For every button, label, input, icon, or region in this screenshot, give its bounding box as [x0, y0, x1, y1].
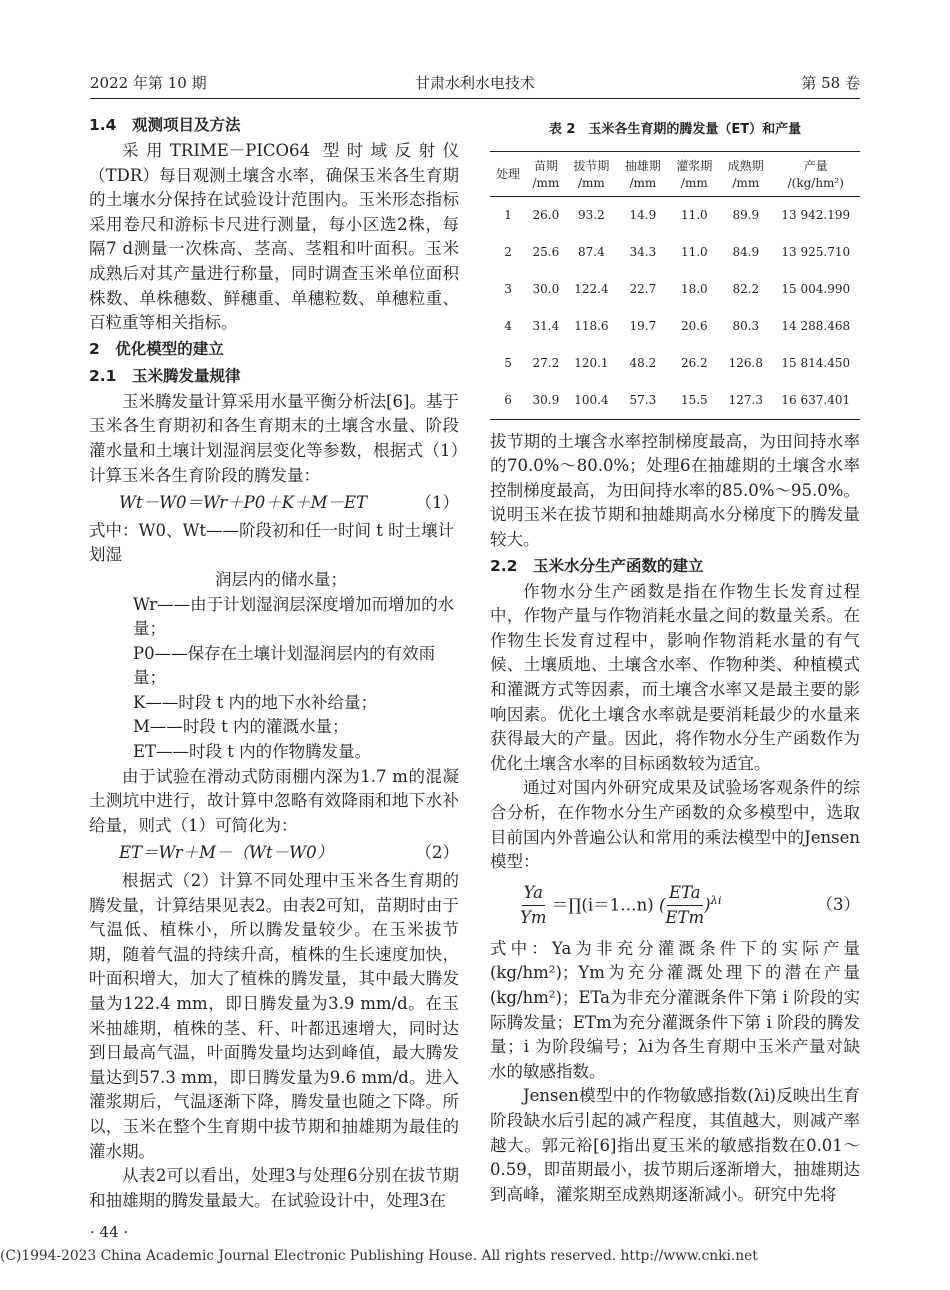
table-cell: 127.3	[720, 382, 771, 420]
table-row	[490, 234, 860, 271]
ratio-et: $\frac{\text{ETa}}{\text{ETm}}$	[665, 882, 705, 928]
table-cell: 87.4	[578, 244, 605, 259]
definition: K——时段 t 内的地下水补给量；	[133, 692, 377, 712]
section-2-2-title: 2.2 玉米水分生产函数的建立	[490, 556, 704, 575]
table-cell: 20.6	[680, 318, 708, 333]
table-cell: 25.6	[532, 244, 560, 259]
table-cell: 120.1	[574, 355, 609, 370]
table-header: 成熟期 /mm	[720, 151, 771, 196]
table-cell: 3	[504, 281, 512, 296]
table-cell: 13 942.199	[781, 207, 851, 222]
definition: 式中：Ya为非充分灌溉条件下的实际产量(kg/hm²)；Ym为充分灌溉处理下的潜在产量(kg/hm²)；ETa为非充分灌溉条件下第 i 阶段的实际腾发量；ETm为充分灌溉条件下第 i 阶段的腾发量；i 为阶段编号；λi为各生育期中玉米产量对缺水的敏感指数。	[490, 938, 860, 1081]
paragraph: 根据式（2）计算不同处理中玉米各生育期的腾发量，计算结果见表2。由表2可知，苗期时由于气温低、植株小，所以腾发量较少。在玉米拔节期，随着气温的持续升高，植株的生长速度加快，叶面积增大，加大了植株的腾发量，其中最大腾发量为122.4 mm，即日腾发量为3.9 mm/d。在玉米抽雄期，植株的茎、秆、叶都迅速增大，同时达到日最高气温，叶面腾发量均达到峰值，最大腾发量达到57.3 mm，即日腾发量为9.6 mm/d。进入灌浆期后，气温逐渐下降，腾发量也随之下降。所以，玉米在整个生育期中拔节期和抽雄期为最佳的灌水期。	[89, 871, 459, 1161]
table-cell: 19.7	[629, 318, 657, 333]
table-row	[490, 308, 860, 345]
table-cell: 14 288.468	[781, 318, 851, 333]
table-cell: 26.0	[532, 207, 560, 222]
header-journal: 甘肃水利水电技术	[414, 74, 535, 92]
paragraph: 通过对国内外研究成果及试验场客观条件的综合分析，在作物水分生产函数的众多模型中，选取目前国内外普遍公认和常用的乘法模型中的Jensen模型：	[490, 778, 860, 872]
equation-3-number: （3）	[816, 895, 860, 915]
table-cell: 2	[504, 244, 512, 259]
table-cell: 122.4	[574, 281, 609, 296]
header-volume: 第 58 卷	[801, 74, 860, 92]
equation-2-body: ET＝Wr＋M－（Wt－W0）	[119, 843, 334, 863]
table-cell: 16 637.401	[772, 382, 860, 420]
table-cell: 1	[504, 207, 512, 222]
table-cell: 89.9	[732, 207, 760, 222]
table-cell: 93.2	[578, 207, 605, 222]
table-cell: 126.8	[728, 355, 763, 370]
table-cell: 82.2	[732, 281, 760, 296]
table-header: 处理	[490, 151, 526, 196]
equation-2-number: （2）	[415, 843, 459, 863]
definition: 润层内的储水量；	[215, 569, 347, 589]
section-2-title: 2 优化模型的建立	[89, 339, 224, 358]
table-cell: 14.9	[629, 207, 657, 222]
copyright-line: (C)1994-2023 China Academic Journal Electronic Publishing House. All rights reserved. http://www.cnki.net	[0, 1248, 758, 1264]
table-cell: 80.3	[732, 318, 760, 333]
table-cell: 11.0	[680, 207, 708, 222]
paragraph: Jensen模型中的作物敏感指数(λi)反映出生育阶段缺水后引起的减产程度，其值越大，则减产率越大。郭元裕[6]指出夏玉米的敏感指数在0.01～0.59，即苗期最小，拔节期后逐渐增大，抽雄期达到高峰，灌浆期至成熟期逐渐减小。研究中先将	[490, 1086, 860, 1204]
paragraph: 拔节期的土壤含水率控制梯度最高，为田间持水率的70.0%～80.0%；处理6在抽雄期的土壤含水率控制梯度最高，为田间持水率的85.0%～95.0%。说明玉米在拔节期和抽雄期高水分梯度下的腾发量较大。	[490, 431, 860, 549]
table-cell: 15.5	[669, 382, 720, 420]
table-row	[490, 345, 860, 382]
table-cell: 26.2	[680, 355, 708, 370]
equation-3-body: $\frac{Ya}{Ym}$ ＝∏(i＝1…n) ( $\frac{\text{ETa}}{\text{ETm}}$ )$^{\lambda i}$	[520, 881, 722, 931]
table-cell: 6	[490, 382, 526, 420]
table-cell: 4	[504, 318, 512, 333]
ratio-y: $\frac{Ya}{Ym}$	[520, 882, 547, 928]
header-rule	[90, 98, 860, 99]
table-cell: 31.4	[532, 318, 560, 333]
table-cell: 13 925.710	[781, 244, 851, 259]
definition: ET——时段 t 内的作物腾发量。	[133, 742, 372, 762]
table-cell: 118.6	[574, 318, 609, 333]
equation-3	[490, 881, 860, 931]
page-number: · 44 ·	[90, 1223, 129, 1241]
definition: 式中：W0、Wt——阶段初和任一时间 t 时土壤计划湿	[89, 520, 455, 565]
paragraph: 由于试验在滑动式防雨棚内深为1.7 m的混凝土测坑中进行，故计算中忽略有效降雨和地下水补给量，则式（1）可简化为：	[89, 766, 459, 835]
equation-1-number: （1）	[415, 493, 459, 513]
table-cell: 15 004.990	[781, 281, 851, 296]
table-cell: 11.0	[680, 244, 708, 259]
left-column	[89, 112, 459, 1213]
section-1-4-title: 1.4 观测项目及方法	[89, 116, 241, 134]
product-operator: ＝∏(i＝1…n)	[551, 895, 654, 915]
table-cell: 5	[504, 355, 512, 370]
table-header: 灌浆期 /mm	[669, 151, 720, 196]
header-issue: 2022 年第 10 期	[90, 74, 207, 92]
table-header: 拔节期 /mm	[566, 151, 617, 196]
right-column	[490, 118, 860, 1207]
table-header: 苗期 /mm	[526, 151, 566, 196]
table-cell: 30.9	[526, 382, 566, 420]
table-cell: 18.0	[680, 281, 708, 296]
paragraph: 作物水分生产函数是指在作物生长发育过程中，作物产量与作物消耗水量之间的数量关系。在作物生长发育过程中，影响作物消耗水量的有气候、土壤质地、土壤含水率、作物种类、种植模式和灌溉方式等因素，而土壤含水率又是最主要的影响因素。优化土壤含水率就是要消耗最少的水量来获得最大的产量。因此，将作物水分生产函数作为优化土壤含水率的目标函数较为适宜。	[490, 581, 860, 773]
table-cell: 34.3	[629, 244, 657, 259]
equation-1	[89, 491, 459, 516]
table-header: 抽雄期 /mm	[617, 151, 668, 196]
table-cell: 30.0	[532, 281, 560, 296]
equation-2	[89, 841, 459, 866]
equation-1-body: Wt－W0＝Wr＋P0＋K＋M－ET	[119, 493, 368, 513]
section-2-1-title: 2.1 玉米腾发量规律	[89, 366, 241, 385]
table-caption: 表 2 玉米各生育期的腾发量（ET）和产量	[548, 122, 802, 137]
et-yield-table	[490, 151, 860, 420]
table-cell: 48.2	[629, 355, 657, 370]
definition: M——时段 t 内的灌溉水量；	[133, 717, 349, 737]
table-cell: 100.4	[566, 382, 617, 420]
table-cell: 15 814.450	[781, 355, 851, 370]
table-row	[490, 196, 860, 234]
paragraph: 采用TRIME－PICO64 型时域反射仪（TDR）每日观测土壤含水率，确保玉米各生育期的土壤水分保持在试验设计范围内。玉米形态指标采用卷尺和游标卡尺进行测量，每小区选2株，每隔7 d测量一次株高、茎高、茎粗和叶面积。玉米成熟后对其产量进行称量，同时调查玉米单位面积株数、单株穗数、鲜穗重、单穗粒数、单穗粒重、百粒重等相关指标。	[89, 141, 459, 333]
table-header: 产量 /(kg/hm²)	[772, 151, 860, 196]
table-cell: 57.3	[617, 382, 668, 420]
definition: Wr——由于计划湿润层深度增加而增加的水量；	[133, 594, 455, 639]
paragraph: 玉米腾发量计算采用水量平衡分析法[6]。基于玉米各生育期初和各生育期末的土壤含水量、阶段灌水量和土壤计划湿润层变化等参数，根据式（1）计算玉米各生育阶段的腾发量：	[89, 391, 459, 485]
table-cell: 27.2	[532, 355, 560, 370]
table-row	[490, 382, 860, 420]
table-cell: 84.9	[732, 244, 760, 259]
exponent: λi	[710, 892, 722, 907]
table-row	[490, 271, 860, 308]
paragraph: 从表2可以看出，处理3与处理6分别在拔节期和抽雄期的腾发量最大。在试验设计中，处理3在	[89, 1166, 459, 1210]
table-cell: 22.7	[629, 281, 657, 296]
definition: P0——保存在土壤计划湿润层内的有效雨量；	[133, 643, 436, 688]
